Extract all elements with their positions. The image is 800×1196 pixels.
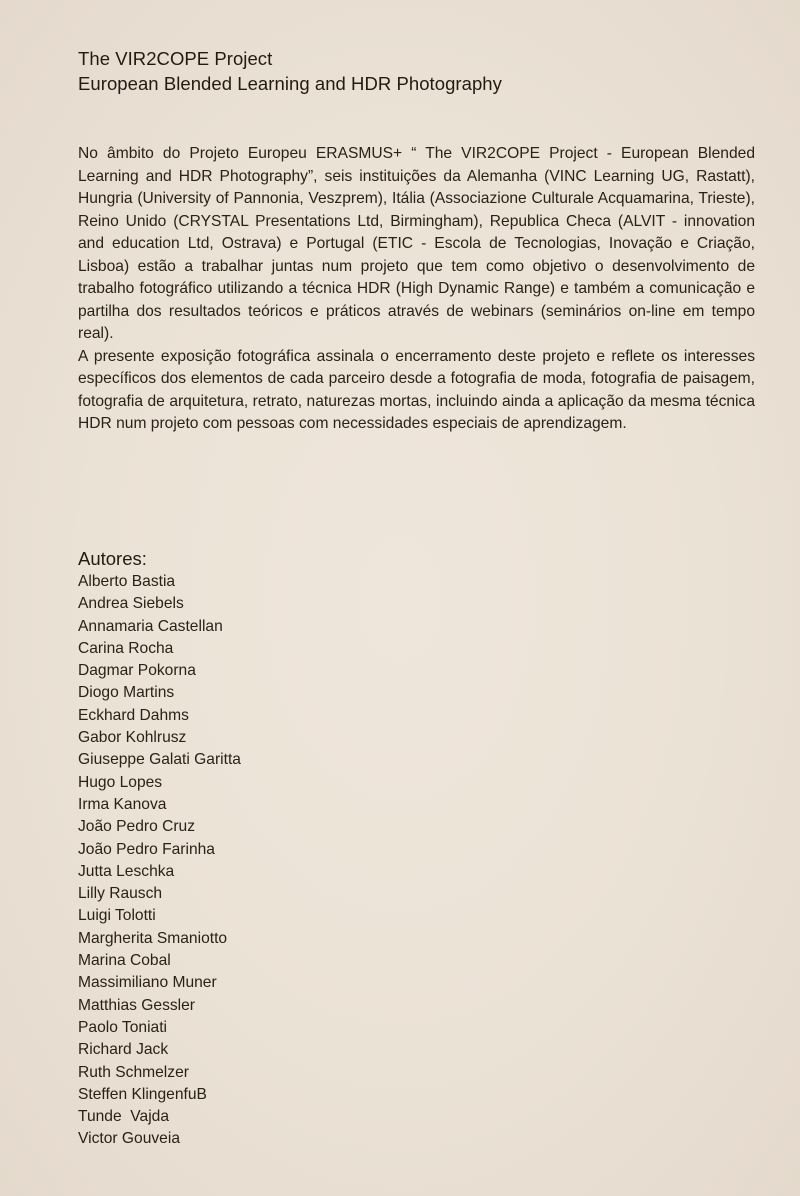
authors-heading: Autores:	[78, 548, 147, 569]
authors-list	[78, 571, 478, 1151]
title-block	[78, 46, 502, 96]
author-name: Richard Jack	[78, 1041, 169, 1059]
description-paragraph: No âmbito do Projeto Europeu ERASMUS+ “ The VIR2COPE Project - European Blended Learning and HDR Photography”, seis instituições da Alemanha (VINC Learning UG, Rastatt), Hungria (University of Pannonia, Veszprem), Itália (Associazione Culturale Acquamarina, Trieste), Reino Unido (CRYSTAL Presentations Ltd, Birmingham), Republica Checa (ALVIT - innovation and education Ltd, Ostrava) e Portugal (ETIC - Escola de Tecnologias, Inovação e Criação, Lisboa) estão a trabalhar juntas num projeto que tem como objetivo o desenvolvimento de trabalho fotográfico utilizando a técnica HDR (High Dynamic Range) e também a comunicação e partilha dos resultados teóricos e práticos através de webinars (seminários on-line em tempo real).	[78, 145, 755, 342]
project-title: The VIR2COPE Project	[78, 48, 273, 69]
description-text	[78, 143, 755, 436]
author-name: Massimiliano Muner	[78, 974, 217, 992]
author-name: Paolo Toniati	[78, 1018, 168, 1036]
author-name: Alberto Bastia	[78, 573, 176, 590]
author-name: Diogo Martins	[78, 684, 175, 702]
author-name: Irma Kanova	[78, 795, 167, 813]
author-name: João Pedro Farinha	[78, 840, 215, 858]
author-name: Hugo Lopes	[78, 773, 163, 791]
description-paragraph: A presente exposição fotográfica assinala o encerramento deste projeto e reflete os interesses específicos dos elementos de cada parceiro desde a fotografia de moda, fotografia de paisagem, fotografia de arquitetura, retrato, naturezas mortas, incluindo ainda a aplicação da mesma técnica HDR num projeto com pessoas com necessidades especiais de aprendizagem.	[78, 347, 755, 432]
authors-section	[78, 546, 478, 1151]
author-name: Carina Rocha	[78, 639, 174, 657]
author-name: Steffen KlingenfuB	[78, 1085, 207, 1103]
author-name: Margherita Smaniotto	[78, 929, 228, 947]
author-name: Lilly Rausch	[78, 885, 163, 903]
author-name: Eckhard Dahms	[78, 706, 189, 724]
project-subtitle: European Blended Learning and HDR Photography	[78, 73, 502, 94]
author-name: Tunde Vajda	[78, 1108, 170, 1126]
author-name: Ruth Schmelzer	[78, 1063, 189, 1081]
author-name: Jutta Leschka	[78, 862, 175, 880]
author-name: Giuseppe Galati Garitta	[78, 751, 241, 769]
author-name: Annamaria Castellan	[78, 617, 223, 635]
author-name: João Pedro Cruz	[78, 818, 196, 836]
author-name: Luigi Tolotti	[78, 907, 156, 925]
author-name: Gabor Kohlrusz	[78, 729, 187, 747]
author-name: Dagmar Pokorna	[78, 662, 196, 680]
author-name: Andrea Siebels	[78, 595, 184, 613]
author-name: Marina Cobal	[78, 952, 171, 970]
author-name: Matthias Gessler	[78, 996, 195, 1014]
author-name: Victor Gouveia	[78, 1130, 180, 1148]
